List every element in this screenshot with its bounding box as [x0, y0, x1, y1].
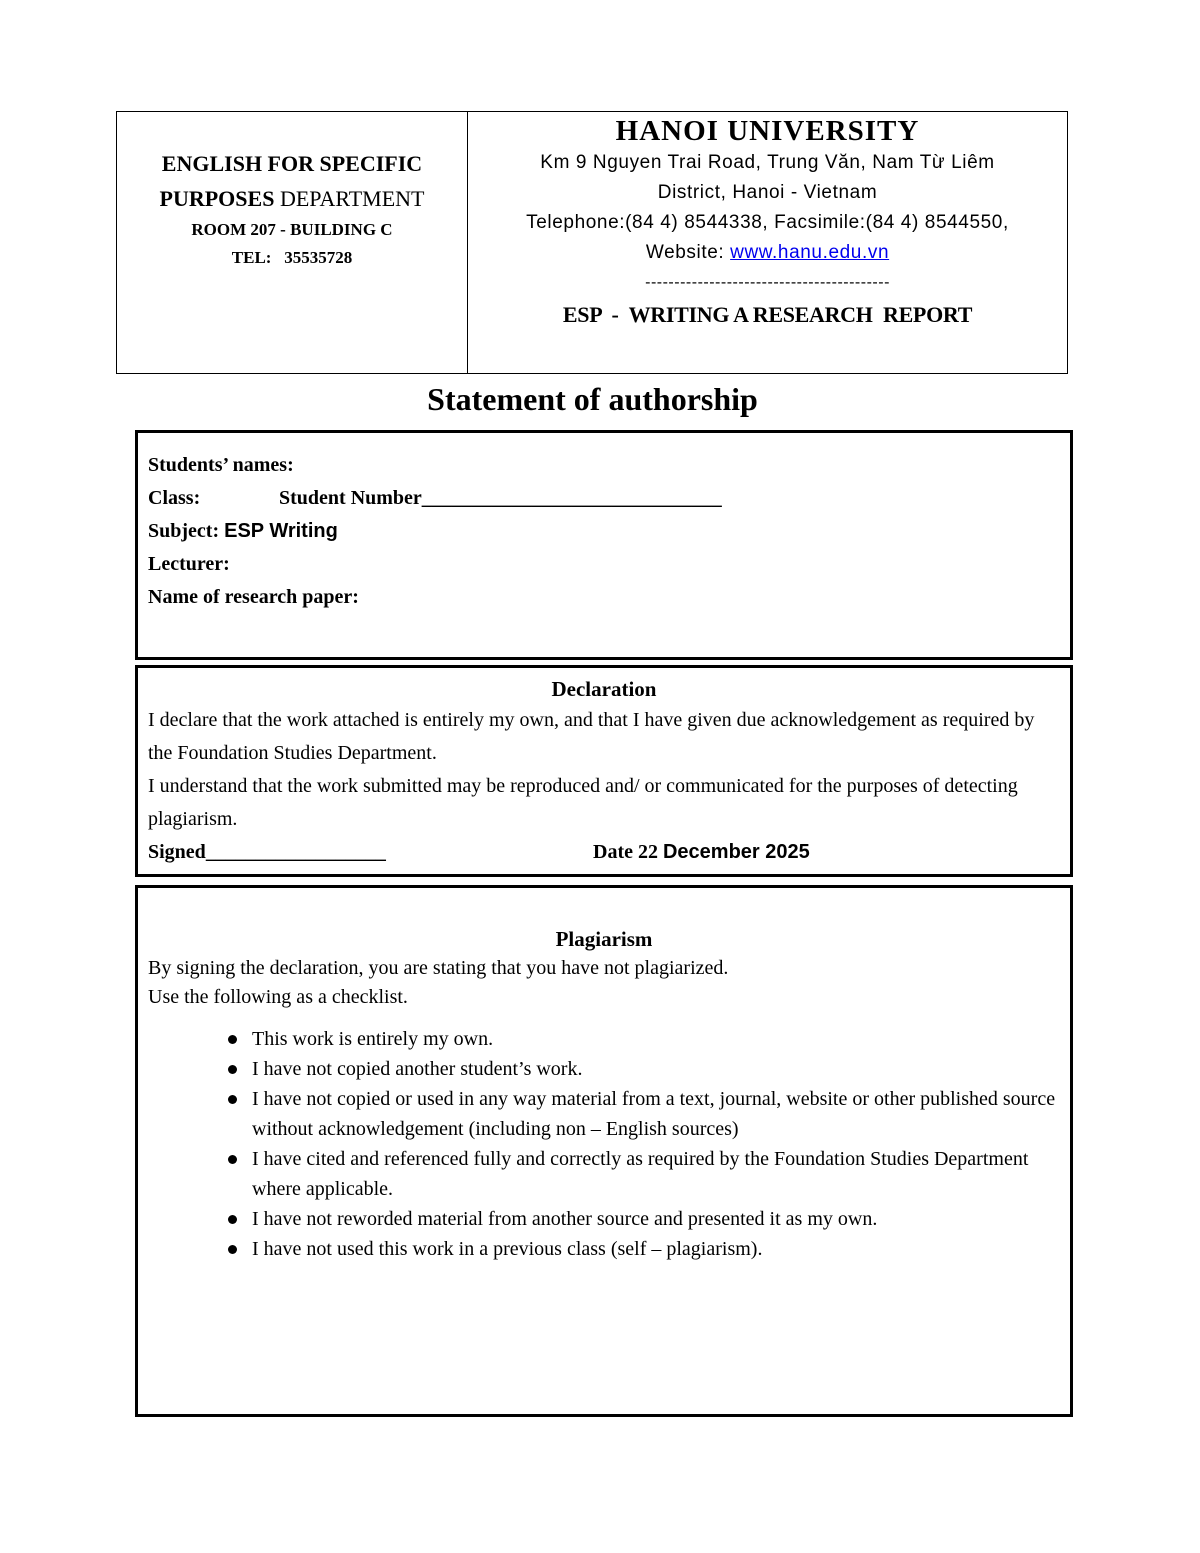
student-number-blank[interactable]: ______________________________ [421, 487, 722, 509]
website-label: Website: [645, 242, 731, 263]
checklist-text: This work is entirely my own. [252, 1028, 494, 1050]
declaration-para1: I declare that the work attached is entirely my own, and that I have given due acknowledgement as required by the Foundation Studies Department. [148, 709, 1035, 764]
subject-row [148, 515, 1070, 548]
divider-dashes: ------------------------------------------ [645, 274, 890, 291]
research-paper-label: Name of research paper: [148, 586, 359, 608]
bullet-icon [228, 1155, 237, 1164]
website-link[interactable]: www.hanu.edu.vn [730, 242, 890, 263]
checklist-text: I have not reworded material from another source and presented it as my own. [252, 1208, 878, 1230]
address-line2: District, Hanoi - Vietnam [657, 182, 878, 203]
plagiarism-intro1: By signing the declaration, you are stating that you have not plagiarized. [148, 957, 729, 979]
declaration-para2: I understand that the work submitted may be reproduced and/ or communicated for the purposes of detecting plagiarism. [148, 775, 1018, 830]
list-item [216, 1084, 1060, 1144]
bullet-icon [228, 1215, 237, 1224]
department-name-plain: DEPARTMENT [279, 186, 425, 211]
list-item [216, 1054, 1060, 1084]
list-item [216, 1204, 1060, 1234]
declaration-box [135, 665, 1073, 877]
phone-line: Telephone:(84 4) 8544338, Facsimile:(84 4) 8544550, [526, 212, 1009, 233]
university-cell [468, 112, 1067, 373]
department-name-line2 [117, 181, 467, 216]
student-number-label: Student Number [279, 487, 422, 509]
class-label: Class: [148, 487, 201, 509]
subject-label: Subject: [148, 520, 225, 542]
report-title: ESP - WRITING A RESEARCH REPORT [562, 302, 973, 327]
date-value: December 2025 [662, 841, 810, 863]
signed-blank[interactable]: __________________ [205, 841, 386, 863]
students-names-label: Students’ names: [148, 454, 294, 476]
class-row [148, 482, 1070, 515]
department-cell [117, 112, 468, 373]
letterhead-table [116, 111, 1068, 374]
page-title: Statement of authorship [427, 381, 758, 417]
address-line1: Km 9 Nguyen Trai Road, Trung Văn, Nam Từ Liêm [540, 152, 995, 173]
checklist-text: I have not copied or used in any way material from a text, journal, website or other published source without acknowledgement (including non – English sources) [252, 1088, 1056, 1140]
list-item [216, 1234, 1060, 1264]
student-info-box [135, 430, 1073, 660]
date-label: Date 22 [593, 841, 663, 863]
plagiarism-box [135, 885, 1073, 1417]
department-name-bold: PURPOSES [159, 186, 275, 211]
checklist-text: I have not copied another student’s work. [252, 1058, 583, 1080]
plagiarism-intro2: Use the following as a checklist. [148, 986, 408, 1008]
bullet-icon [228, 1245, 237, 1254]
plagiarism-checklist [148, 1024, 1060, 1264]
website-line [468, 238, 1067, 268]
department-name-line1: ENGLISH FOR SPECIFIC [161, 151, 423, 176]
date-part [593, 836, 810, 869]
room-line: ROOM 207 - BUILDING C [191, 220, 393, 239]
bullet-icon [228, 1065, 237, 1074]
tel-line: TEL: 35535728 [231, 248, 353, 267]
list-item [216, 1144, 1060, 1204]
subject-value: ESP Writing [224, 520, 338, 542]
declaration-heading: Declaration [551, 677, 657, 701]
checklist-text: I have not used this work in a previous class (self – plagiarism). [252, 1238, 763, 1260]
list-item [216, 1024, 1060, 1054]
lecturer-label: Lecturer: [148, 553, 230, 575]
signed-row [148, 836, 1060, 869]
signed-label: Signed [148, 841, 206, 863]
plagiarism-heading: Plagiarism [555, 927, 653, 951]
bullet-icon [228, 1035, 237, 1044]
bullet-icon [228, 1095, 237, 1104]
checklist-text: I have cited and referenced fully and correctly as required by the Foundation Studies Department where applicable. [252, 1148, 1029, 1200]
university-name: HANOI UNIVERSITY [615, 115, 920, 147]
